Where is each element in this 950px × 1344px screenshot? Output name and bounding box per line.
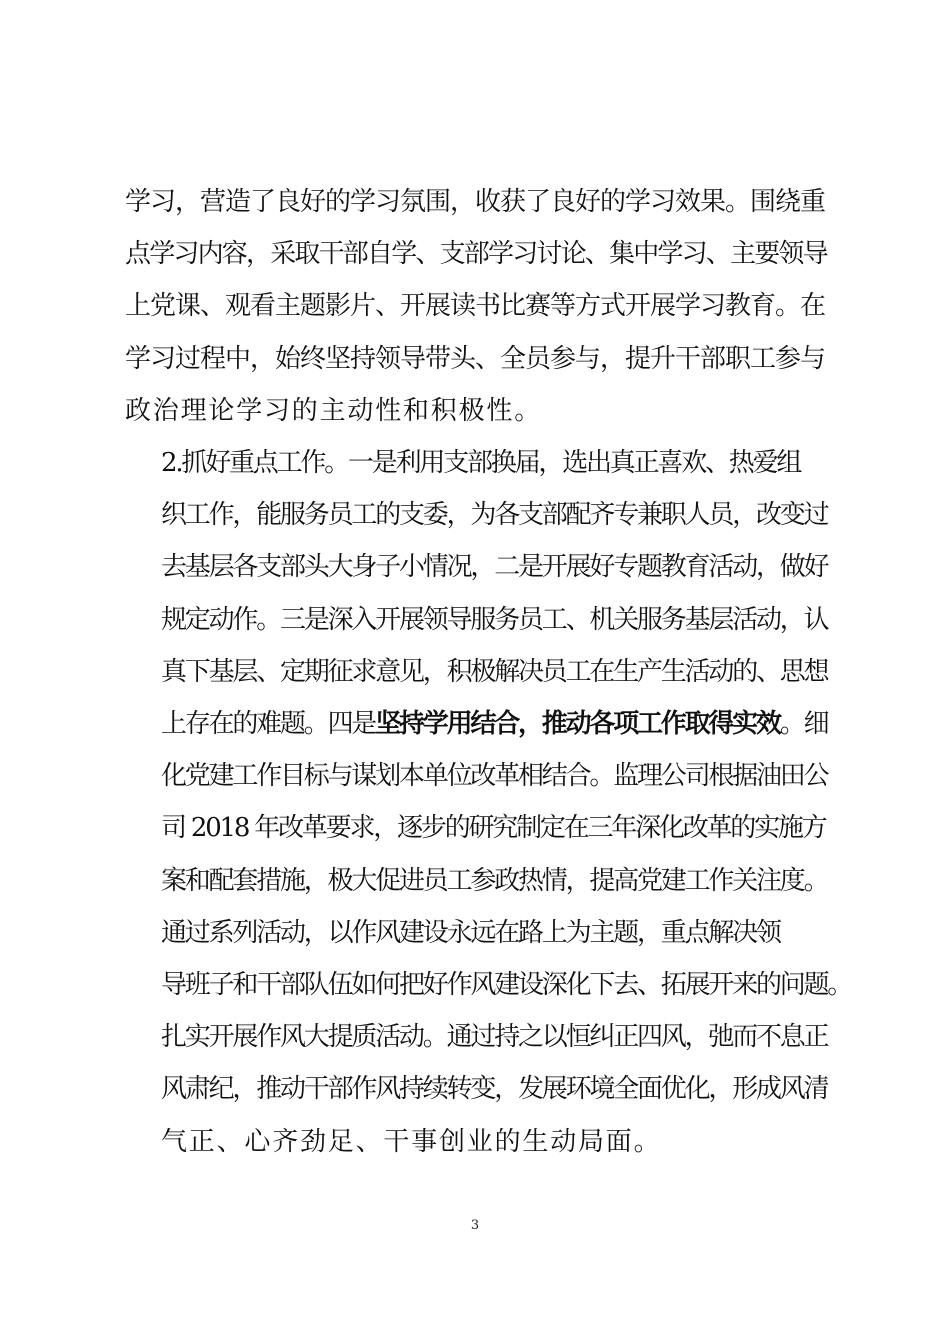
text-line bbox=[125, 437, 830, 489]
text-line bbox=[125, 176, 830, 228]
text-line bbox=[125, 541, 830, 593]
text-run: 导班子和干部队伍如何把好作风建设深化下去、拓展开来的问题。 bbox=[161, 970, 852, 1001]
paragraph bbox=[125, 437, 830, 907]
text-run: 司 2018 年改革要求，逐步的研究制定在三年深化改革的实施方 bbox=[161, 813, 826, 844]
text-run: 学习过程中，始终坚持领导带头、全员参与，提升干部职工参与 bbox=[125, 343, 826, 374]
text-run: 通过系列活动，以作风建设永远在路上为主题，重点解决领 bbox=[161, 917, 780, 948]
text-run: 点学习内容，采取干部自学、支部学习讨论、集中学习、主要领导 bbox=[125, 239, 827, 270]
text-line bbox=[125, 646, 830, 698]
text-run: 。细 bbox=[779, 709, 828, 740]
text-run: 扎实开展作风大提质活动。通过持之以恒纠正四风，弛而不息正 bbox=[161, 1022, 828, 1053]
text-line bbox=[125, 959, 852, 1011]
text-line bbox=[125, 489, 830, 541]
document-body bbox=[125, 176, 852, 1168]
text-run: 去基层各支部头大身子小情况，二是开展好专题教育活动，做好 bbox=[161, 552, 828, 583]
text-run: 真下基层、定期征求意见，积极解决员工在生产生活动的、思想 bbox=[161, 656, 828, 687]
text-run: 上党课、观看主题影片、开展读书比赛等方式开展学习教育。在 bbox=[125, 291, 826, 322]
text-line bbox=[125, 1063, 830, 1115]
text-run: 案和配套措施，极大促进员工参政热情，提高党建工作关注度。 bbox=[161, 865, 828, 896]
text-line bbox=[125, 228, 830, 280]
text-line bbox=[125, 594, 830, 646]
text-line bbox=[125, 698, 830, 750]
text-run: 上存在的难题。四是 bbox=[161, 709, 376, 740]
text-run: 规定动作。三是深入开展领导服务员工、机关服务基层活动，认 bbox=[161, 604, 828, 635]
text-line bbox=[125, 802, 830, 854]
text-line bbox=[125, 280, 830, 332]
text-line bbox=[125, 333, 830, 385]
text-run: 风肃纪，推动干部作风持续转变，发展环境全面优化，形成风清 bbox=[161, 1074, 828, 1105]
text-line bbox=[125, 750, 830, 802]
paragraph bbox=[125, 907, 852, 1168]
paragraph bbox=[125, 176, 830, 437]
text-run: 织工作，能服务员工的支委，为各支部配齐专兼职人员，改变过 bbox=[161, 500, 828, 531]
text-line bbox=[125, 907, 830, 959]
text-run: 2.抓好重点工作。一是利用支部换届，选出真正喜欢、热爱组 bbox=[161, 448, 801, 479]
text-line bbox=[125, 1116, 830, 1168]
bold-text-run: 坚持学用结合，推动各项工作取得实效 bbox=[375, 709, 780, 740]
text-run: 气正、心齐劲足、干事创业的生动局面。 bbox=[161, 1126, 662, 1157]
text-run: 化党建工作目标与谋划本单位改革相结合。监理公司根据油田公 bbox=[161, 761, 828, 792]
text-line bbox=[125, 385, 830, 437]
text-run: 政治理论学习的主动性和积极性。 bbox=[125, 395, 543, 426]
text-line bbox=[125, 855, 830, 907]
page-number: 3 bbox=[470, 1218, 480, 1233]
text-run: 学习，营造了良好的学习氛围，收获了良好的学习效果。围绕重 bbox=[125, 187, 826, 217]
text-line bbox=[125, 1011, 830, 1063]
